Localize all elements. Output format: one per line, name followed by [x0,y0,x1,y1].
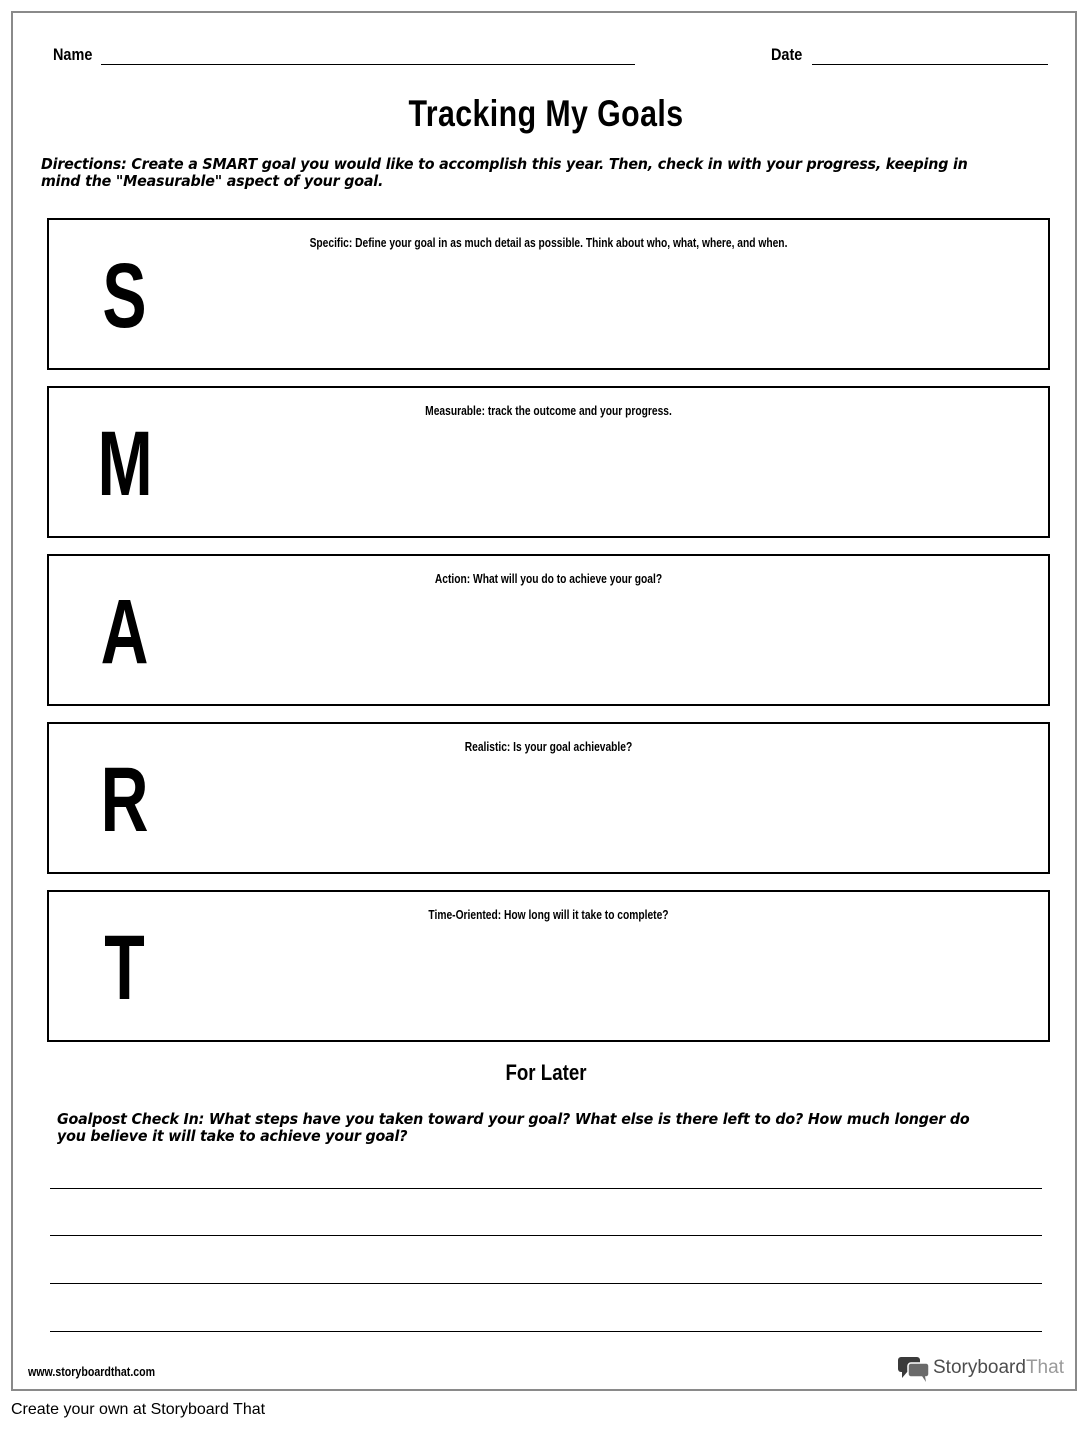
writing-line [50,1188,1042,1189]
smart-prompt: Specific: Define your goal in as much detail as possible. Think about who, what, where, and when. [309,236,788,250]
name-label: Name [53,45,93,64]
writing-line [50,1331,1042,1332]
storyboardthat-logo [897,1355,1067,1385]
directions-text: Directions: Create a SMART goal you would like to accomplish this year. Then, check in with your progress, keeping in mind the "Measurable" aspect of your goal. [41,155,968,190]
worksheet-page [11,11,1077,1391]
smart-letter: R [100,749,149,851]
check-in-prompt: Goalpost Check In: What steps have you taken toward your goal? What else is there left to do? How much longer do you believe it will take to achieve your goal? [57,1110,970,1145]
speech-bubbles-icon [897,1355,931,1388]
date-line [812,64,1048,65]
smart-box-specific [47,218,1050,370]
name-line [101,64,635,65]
logo-text-that: That [1025,1357,1064,1378]
for-later-heading: For Later [505,1060,587,1085]
writing-line [50,1235,1042,1236]
logo-text-storyboard: Storyboard [933,1357,1026,1378]
page-title: Tracking My Goals [408,93,684,134]
smart-letter: S [102,245,147,347]
smart-letter: M [97,413,153,515]
smart-box-time-oriented [47,890,1050,1042]
create-your-own-caption[interactable]: Create your own at Storyboard That [11,1401,266,1418]
date-label: Date [771,45,803,64]
smart-prompt: Action: What will you do to achieve your goal? [434,572,663,586]
smart-prompt: Time-Oriented: How long will it take to complete? [428,908,669,922]
smart-box-realistic [47,722,1050,874]
smart-prompt: Realistic: Is your goal achievable? [464,740,633,754]
smart-letter: A [100,581,149,683]
smart-prompt: Measurable: track the outcome and your progress. [425,404,672,418]
writing-line [50,1283,1042,1284]
smart-box-action [47,554,1050,706]
footer-url: www.storyboardthat.com [28,1365,156,1379]
smart-box-measurable [47,386,1050,538]
smart-letter: T [104,917,145,1019]
